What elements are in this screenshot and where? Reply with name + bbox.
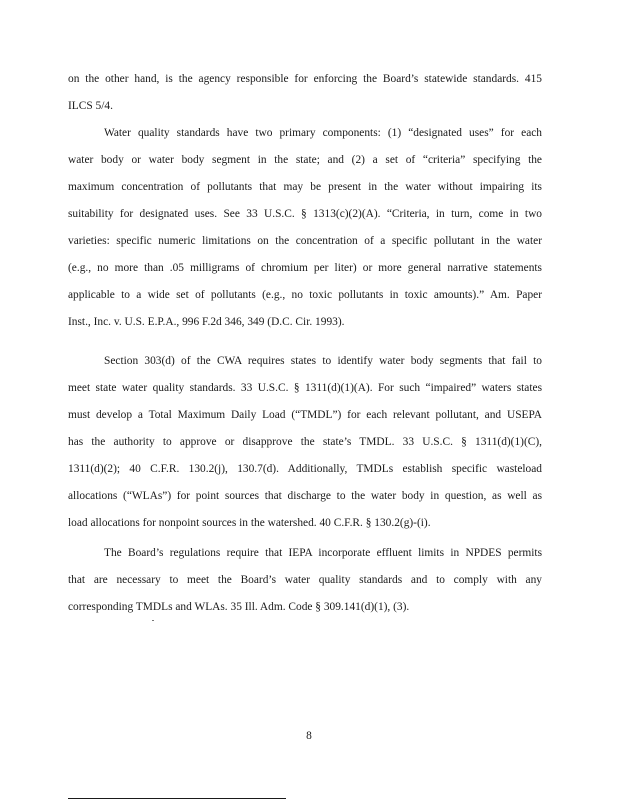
text-line: that are necessary to meet the Board’s water quality standards and to comply with any [68, 574, 542, 586]
paragraph-2 [68, 120, 542, 336]
text-line: meet state water quality standards. 33 U.S.C. § 1311(d)(1)(A). For such “impaired” waters states [68, 382, 542, 394]
text-line: maximum concentration of pollutants that may be present in the water without impairing its [68, 181, 542, 193]
text-line: has the authority to approve or disapprove the state’s TMDL. 33 U.S.C. § 1311(d)(1)(C), [68, 436, 542, 448]
text-line: allocations (“WLAs”) for point sources that discharge to the water body in question, as well as [68, 490, 542, 502]
text-line: corresponding TMDLs and WLAs. 35 Ill. Adm. Code § 309.141(d)(1), (3). [68, 601, 410, 613]
text-line: Inst., Inc. v. U.S. E.P.A., 996 F.2d 346, 349 (D.C. Cir. 1993). [68, 316, 345, 328]
text-line: applicable to a wide set of pollutants (e.g., no toxic pollutants in toxic amounts).” Am. Paper [68, 289, 542, 301]
paragraph-3 [68, 348, 542, 537]
paragraph-1 [68, 66, 542, 120]
text-line: load allocations for nonpoint sources in the watershed. 40 C.F.R. § 130.2(g)-(i). [68, 517, 431, 529]
text-line: Section 303(d) of the CWA requires states to identify water body segments that fail to [104, 355, 542, 367]
text-line: (e.g., no more than .05 milligrams of chromium per liter) or more general narrative statements [68, 262, 542, 274]
text-line: water body or water body segment in the state; and (2) a set of “criteria” specifying the [68, 154, 542, 166]
text-line: varieties: specific numeric limitations on the concentration of a specific pollutant in the water [68, 235, 542, 247]
text-line: ILCS 5/4. [68, 100, 113, 112]
text-line: on the other hand, is the agency responsible for enforcing the Board’s statewide standards. 415 [68, 73, 542, 85]
text-line: 1311(d)(2); 40 C.F.R. 130.2(j), 130.7(d). Additionally, TMDLs establish specific wasteload [68, 463, 542, 475]
page-number: 8 [306, 730, 312, 742]
text-line: must develop a Total Maximum Daily Load (“TMDL”) for each relevant pollutant, and USEPA [68, 409, 542, 421]
paragraph-4 [68, 540, 542, 621]
scan-speck [152, 620, 154, 621]
footnote-divider [68, 798, 286, 799]
text-line: The Board’s regulations require that IEPA incorporate effluent limits in NPDES permits [104, 547, 542, 559]
text-line: suitability for designated uses. See 33 U.S.C. § 1313(c)(2)(A). “Criteria, in turn, come in two [68, 208, 542, 220]
text-line: Water quality standards have two primary components: (1) “designated uses” for each [104, 127, 542, 139]
